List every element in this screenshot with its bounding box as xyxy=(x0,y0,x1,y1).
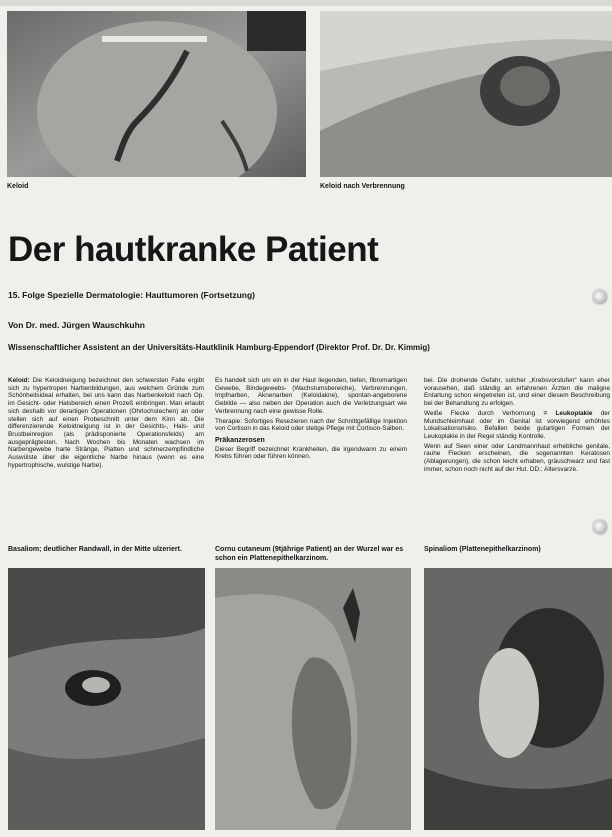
therapy-paragraph: Therapie: Sofortiges Resezieren nach der Schnittgefällige Injektion von Cortison in das Keloid oder stetige Pflege mit Cortison-Salben. xyxy=(215,417,407,433)
leukoplakie-lead: Weiße Flecke durch Verhornung xyxy=(424,409,536,417)
column-2-paragraph: Es handelt sich um ein in der Haut liegenden, tiefen, fibromartigen Gewebe, Bindegewebs- (Wachstumsbereiche), Verbrennungen, Impfnarben, Aknenarben (Keloidakne), spontan-angeborene Gebilde — also neben der Operation auch die Verletzungsart wie Verbrennung nach eine gewisse Rolle. xyxy=(215,377,407,415)
precancerosis-paragraph: Dieser Begriff bezeichnet Krankheiten, die irgendwann zu einem Krebs führen oder führen können. xyxy=(215,445,407,461)
column-3-paragraph: bei. Die drohende Gefahr, solcher „Krebsvorstufen“ kann eher vorausehen, daß ständig an erfahrenen Ärzten die maligne Entartung schon eingetreten ist, und einer diesem Beschreibung bei der Behandlung zu erfolgen. xyxy=(424,377,610,408)
photo-spinaliom xyxy=(424,568,612,830)
leukoplakie-text: der Mundschleimhaut oder im Genital ist vorwiegend erhöhtes Lokalisationsrisiko. Befallen beide gutartigen Formen der Leukoplakie in der Regel ständig Kontrolle. xyxy=(424,409,610,440)
column-1 xyxy=(8,377,204,471)
series-line: 15. Folge Spezielle Dermatologie: Hauttumoren (Fortsetzung) xyxy=(8,290,255,300)
keratosen-paragraph: Wenn auf Seen einer oder Landmannhaut erhebliche genitale, rauhe Flecken erscheinen, die sogenannten Keratosen (Ablagerungen), die schon leicht erhaben, gräuschwarz und fast immer, schon noch nicht auf der Hut. DD.: Altersvarze. xyxy=(424,442,610,473)
affiliation-line: Wissenschaftlicher Assistent an der Universitäts-Hautklinik Hamburg-Eppendorf (Direktor Prof. Dr. Dr. Kimmig) xyxy=(8,343,430,352)
caption-keloid-burn: Keloid nach Verbrennung xyxy=(320,183,405,190)
punch-hole-top xyxy=(593,290,607,304)
punch-hole-bottom xyxy=(593,520,607,534)
page-top-edge xyxy=(0,0,612,6)
column-2 xyxy=(215,377,407,463)
caption-basaliom: Basaliom; deutlicher Randwall, in der Mitte ulzeriert. xyxy=(8,546,182,553)
keloid-lead: Keloid: xyxy=(8,377,30,384)
photo-keloid-burn xyxy=(320,11,612,177)
caption-keloid: Keloid xyxy=(7,183,29,190)
column-3 xyxy=(424,377,610,475)
article-title: Der hautkranke Patient xyxy=(8,230,379,269)
leukoplakie-paragraph xyxy=(424,410,610,441)
photo-keloid-chest xyxy=(7,11,306,177)
leukoplakie-term: = Leukoplakie xyxy=(543,409,593,417)
author-line: Von Dr. med. Jürgen Wauschkuhn xyxy=(8,320,145,330)
caption-spinaliom: Spinaliom (Plattenepithelkarzinom) xyxy=(424,546,541,553)
precancerosis-heading: Präkanzerosen xyxy=(215,436,265,444)
photo-basaliom xyxy=(8,568,205,830)
keloid-text: Die Keloidneigung bezeichnet den schwersten Falle ergibt sich zu hypertropen Narbenbildungen, aus welchem Gründe zum Schönheitsideal erhalten, bei uns kann das Narbenkeloid nach Op. im Gesicht- oder Halsbereich einen Prozeß einbringen. Man erlaubt sich deshalb vor derartigen Operationen (Ohrlochstechen) an oder stellen sich auf einen Probeschnitt unter dem Kinn ab. Die differenzierende Keloidneigung ist in der Gesichts-, Hals- und Brustbeinregion (als prädisponierte Operationsfelds) am ausgeprägtesten. Nach Wochen bis Monaten wachsen im Narbengewebe harte Stränge, Platten und schmerzempfindliche Auswülste über die eigentliche Narbe hinaus (wenn es eine hypertrophische, wulstige Narbe). xyxy=(8,377,205,469)
column-1-paragraph xyxy=(8,377,204,469)
photo-cornu-cutaneum xyxy=(215,568,411,830)
caption-cornu-cutaneum: Cornu cutaneum (9tjährige Patient) an der Wurzel war es schon ein Plattenepithelkarzinom. xyxy=(215,546,404,562)
